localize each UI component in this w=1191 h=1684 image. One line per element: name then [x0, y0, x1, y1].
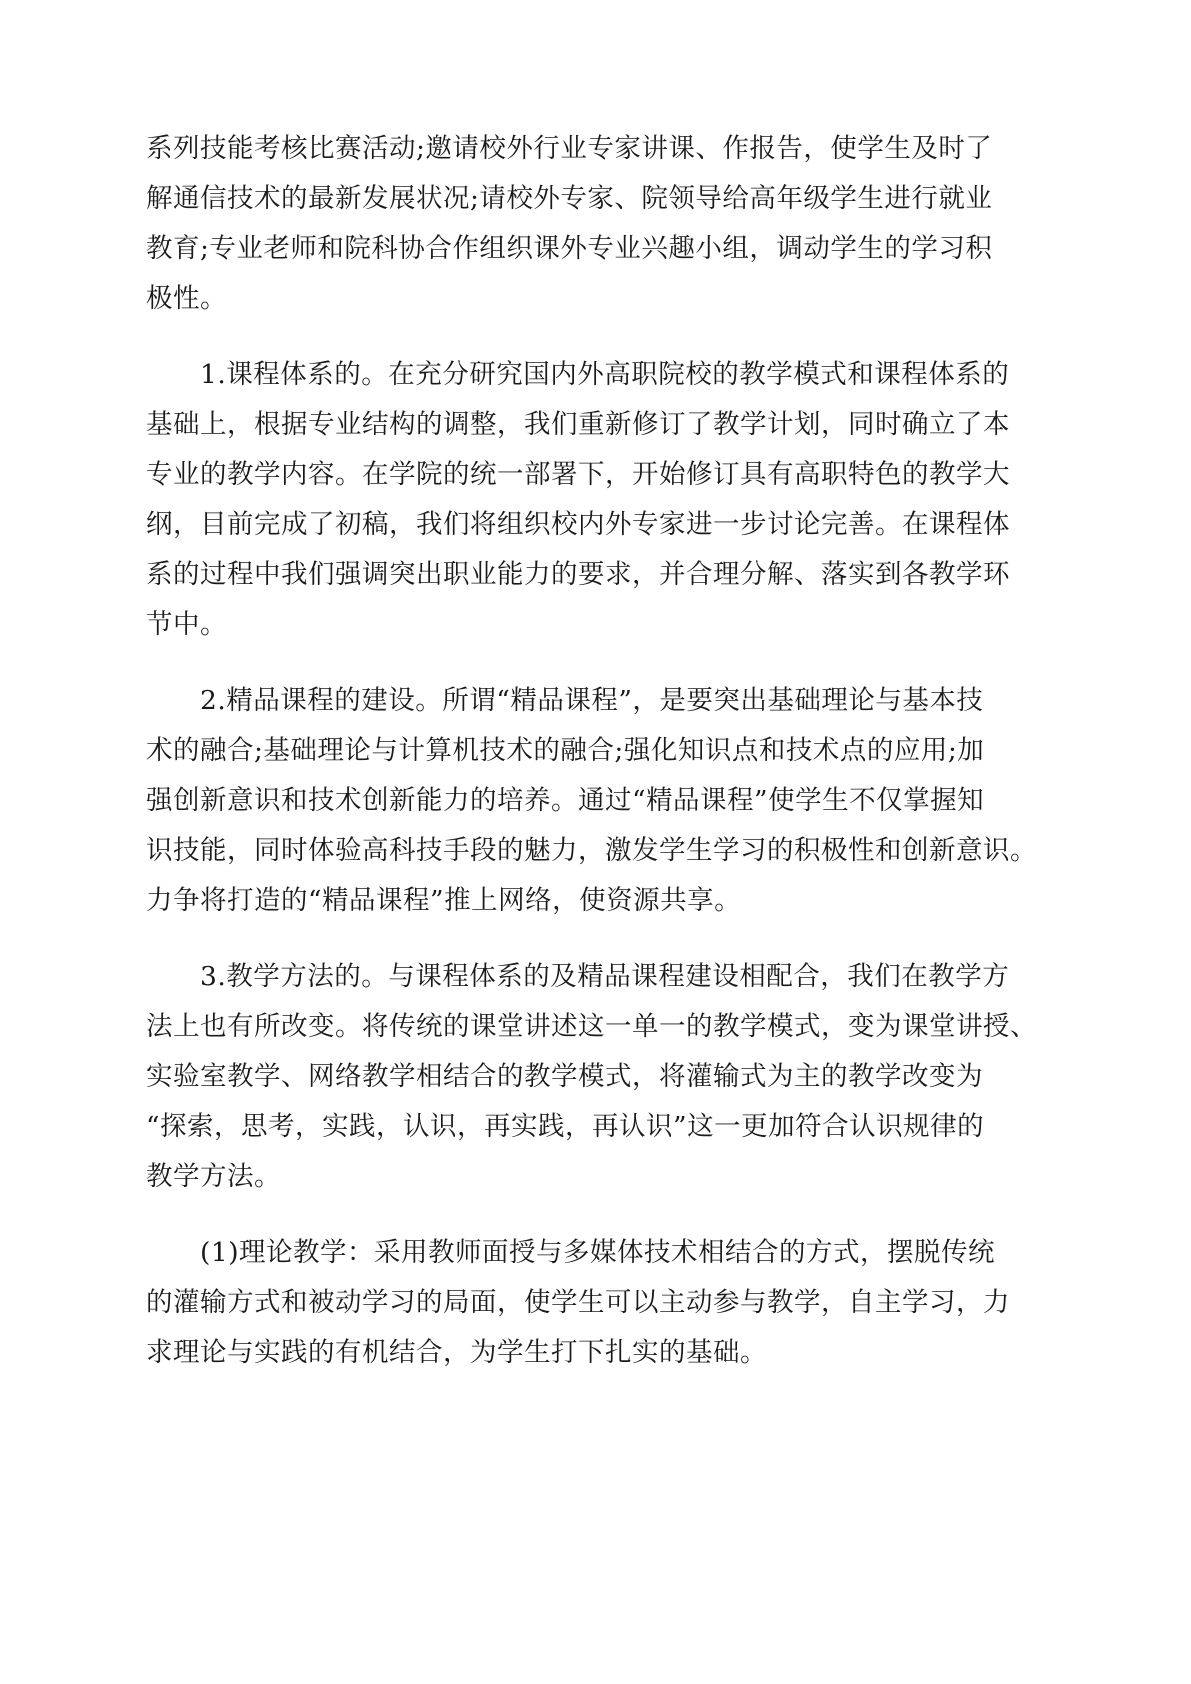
text-line: 术的融合;基础理论与计算机技术的融合;强化知识点和技术点的应用;加: [146, 735, 985, 766]
text-line: 解通信技术的最新发展状况;请校外专家、院领导给高年级学生进行就业: [146, 183, 993, 214]
text-line: 极性。: [146, 283, 227, 314]
text-line: 求理论与实践的有机结合，为学生打下扎实的基础。: [146, 1337, 767, 1368]
text-line: 纲，目前完成了初稿，我们将组织校内外专家进一步讨论完善。在课程体: [146, 509, 1010, 540]
text-line: 节中。: [146, 609, 227, 640]
text-line: (1)理论教学：采用教师面授与多媒体技术相结合的方式，摆脱传统: [146, 1237, 996, 1268]
text-line: 基础上，根据专业结构的调整，我们重新修订了教学计划，同时确立了本: [146, 409, 1010, 440]
text-line: 实验室教学、网络教学相结合的教学模式，将灌输式为主的教学改变为: [146, 1061, 983, 1092]
text-line: 1.课程体系的。在充分研究国内外高职院校的教学模式和课程体系的: [146, 359, 1010, 390]
paragraph-theory-teaching: [146, 1228, 1046, 1378]
text-line: 系列技能考核比赛活动;邀请校外行业专家讲课、作报告，使学生及时了: [146, 133, 993, 164]
text-line: 法上也有所改变。将传统的课堂讲述这一单一的教学模式，变为课堂讲授、: [146, 1011, 1037, 1042]
text-line: 教育;专业老师和院科协合作组织课外专业兴趣小组，调动学生的学习积: [146, 233, 993, 264]
text-line: “探索，思考，实践，认识，再实践，再认识”这一更加符合认识规律的: [146, 1111, 985, 1142]
text-line: 的灌输方式和被动学习的局面，使学生可以主动参与教学，自主学习，力: [146, 1287, 1010, 1318]
paragraph-activities: [146, 124, 1046, 324]
text-line: 强创新意识和技术创新能力的培养。通过“精品课程”使学生不仅掌握知: [146, 785, 985, 816]
text-line: 教学方法。: [146, 1161, 281, 1192]
paragraph-quality-courses: [146, 676, 1046, 926]
text-line: 力争将打造的“精品课程”推上网络，使资源共享。: [146, 885, 742, 916]
text-line: 2.精品课程的建设。所谓“精品课程”，是要突出基础理论与基本技: [146, 685, 984, 716]
text-line: 识技能，同时体验高科技手段的魅力，激发学生学习的积极性和创新意识。: [146, 835, 1037, 866]
paragraph-teaching-methods: [146, 952, 1046, 1202]
paragraph-curriculum-system: [146, 350, 1046, 650]
text-line: 系的过程中我们强调突出职业能力的要求，并合理分解、落实到各教学环: [146, 559, 1010, 590]
text-line: 专业的教学内容。在学院的统一部署下，开始修订具有高职特色的教学大: [146, 459, 1010, 490]
document-body: [146, 124, 1046, 1404]
text-line: 3.教学方法的。与课程体系的及精品课程建设相配合，我们在教学方: [146, 961, 1010, 992]
